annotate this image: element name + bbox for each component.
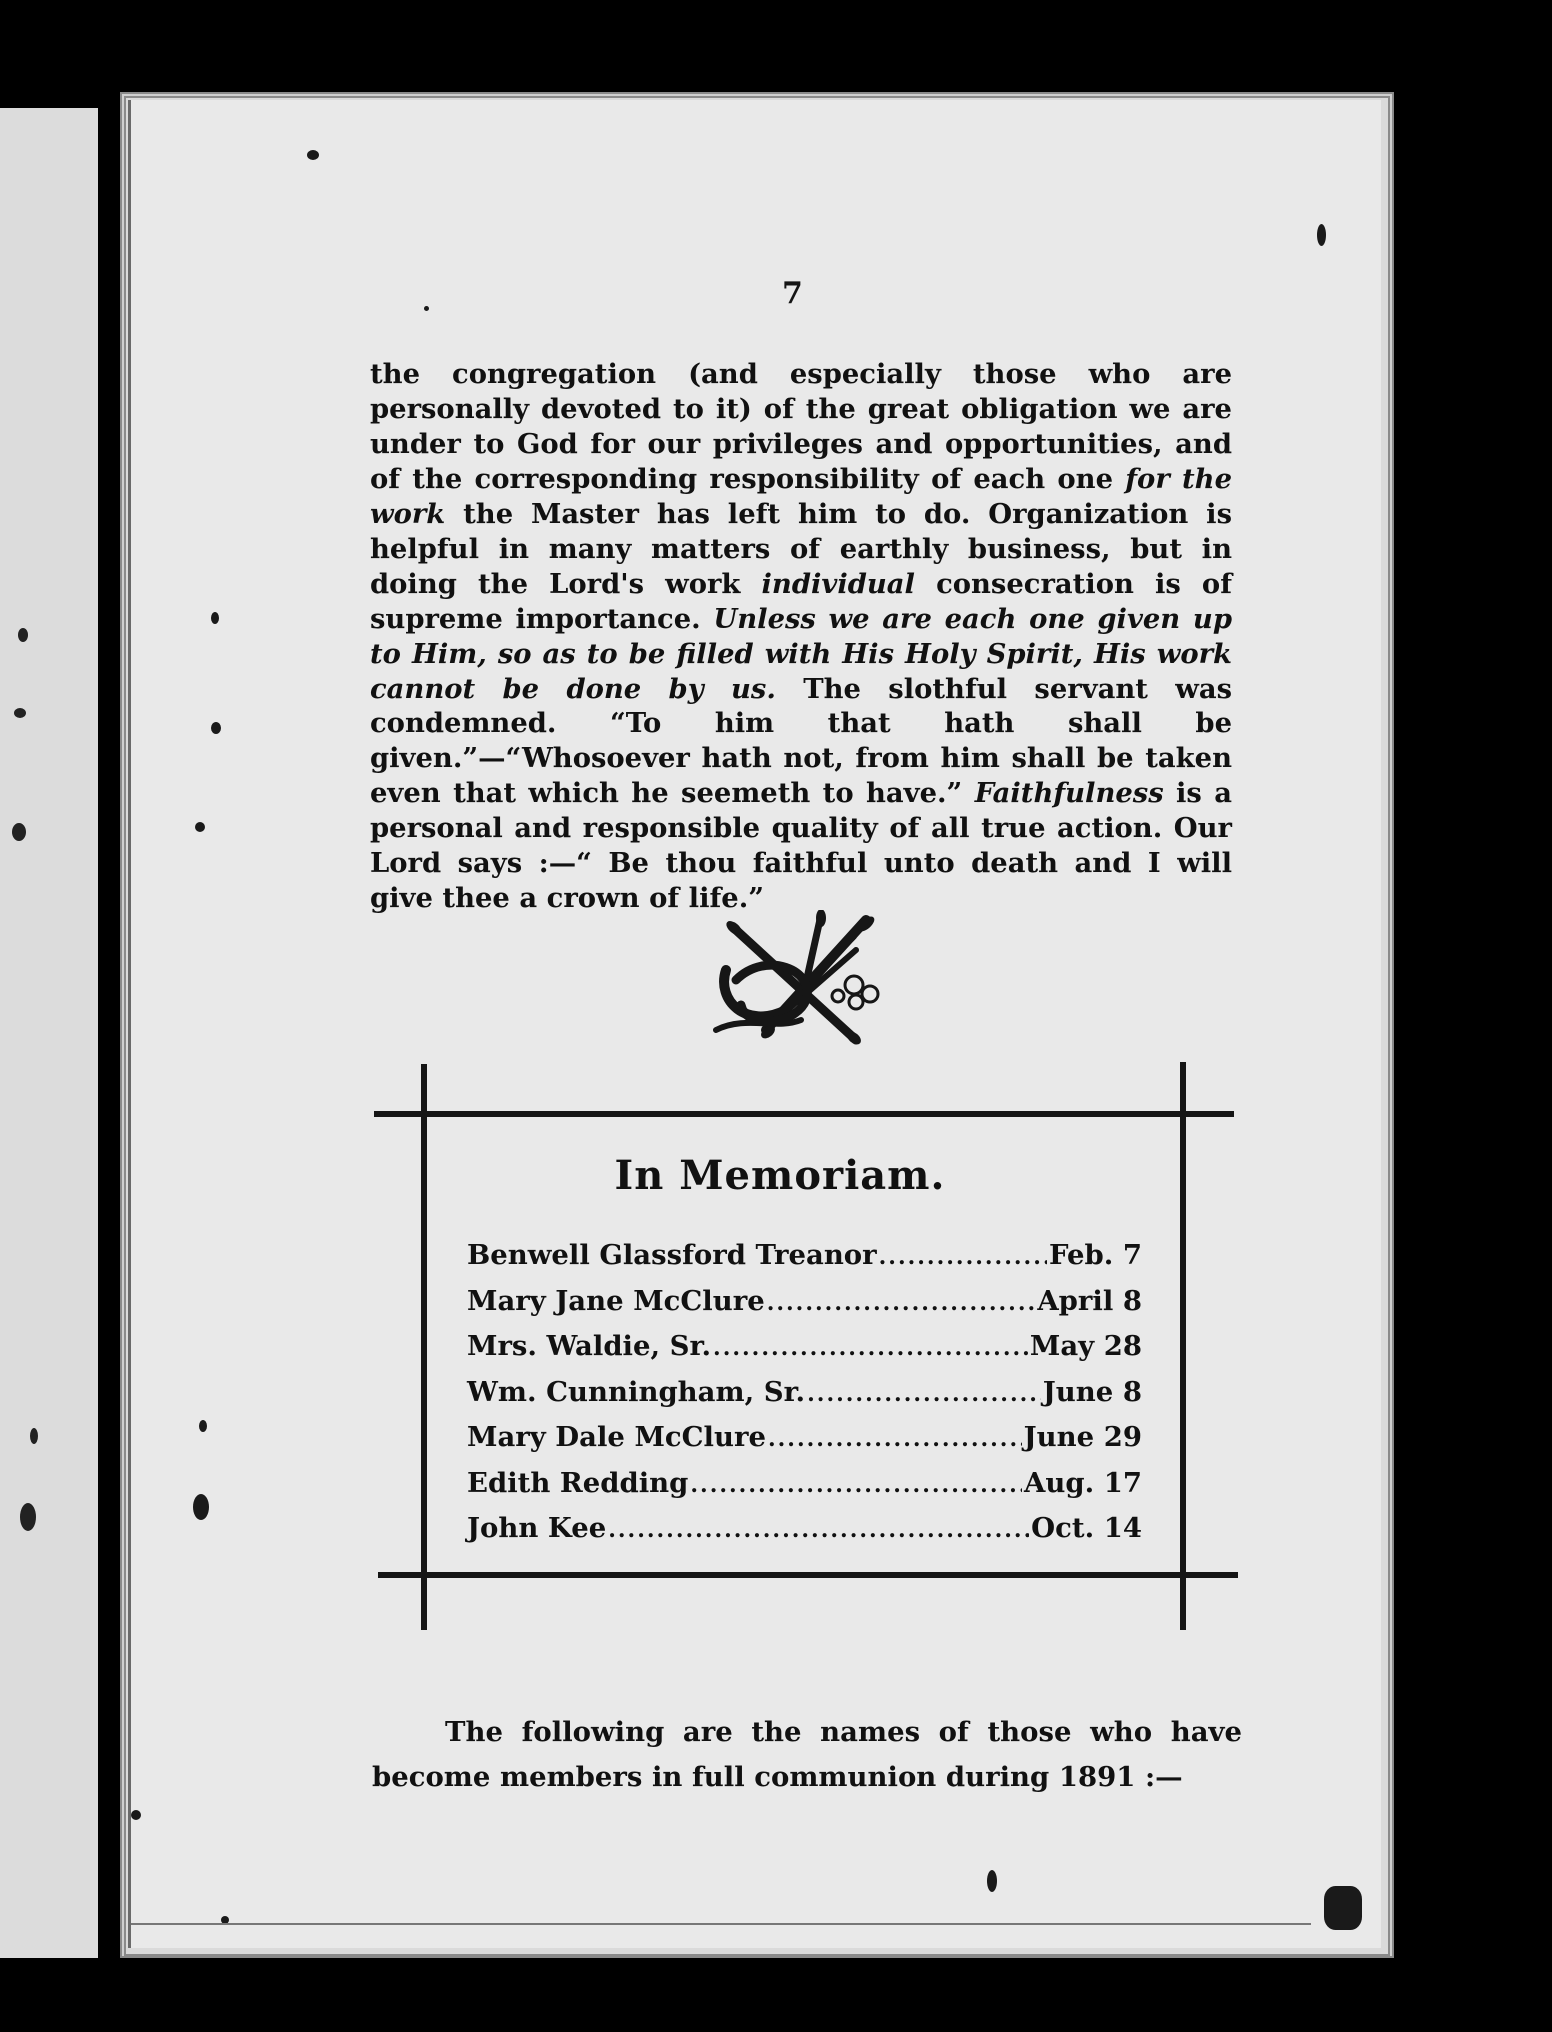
list-item bbox=[467, 1507, 1142, 1553]
dot-leader bbox=[768, 1418, 1022, 1462]
emphasis-text: individual bbox=[761, 567, 915, 600]
memorial-name: Mary Dale McClure bbox=[467, 1421, 766, 1453]
dot-leader bbox=[713, 1327, 1028, 1371]
body-paragraph: the congregation (and especially those who are personally devoted to it) of the great obligation we are under to God for our privileges and opportunities, and of the corresponding responsibility of each one for the work the Master has left him to do. Organization is helpful in many matters of earthly business, but in doing the Lord's work individual consecration is of supreme importance. Unless we are each one given up to Him, so as to be filled with His Holy Spirit, His work cannot be done by us. The slothful servant was condemned. “To him that hath shall be given.”—“Whosoever hath not, from him shall be taken even that which he seemeth to have.” Faithfulness is a personal and responsible quality of all true action. Our Lord says :—“ Be thou faithful unto death and I will give thee a crown of life.” bbox=[370, 358, 1232, 914]
list-item bbox=[467, 1234, 1142, 1280]
emphasis-text: for the work bbox=[370, 463, 1232, 531]
dot-leader bbox=[807, 1373, 1041, 1417]
frame-top-rule bbox=[374, 1111, 1234, 1117]
memorial-name: Benwell Glassford Treanor bbox=[467, 1239, 877, 1271]
frame-right-post bbox=[1180, 1062, 1186, 1630]
list-item bbox=[467, 1416, 1142, 1462]
memorial-date: Oct. 14 bbox=[1031, 1512, 1142, 1544]
closing-paragraph: The following are the names of those who have become members in full communion during 1891 :— bbox=[372, 1715, 1242, 1793]
memorial-name: Wm. Cunningham, Sr. bbox=[467, 1375, 806, 1408]
memorial-name: Mary Jane McClure bbox=[467, 1284, 765, 1317]
list-item bbox=[467, 1462, 1142, 1508]
memorial-name: Edith Redding bbox=[467, 1466, 689, 1499]
memorial-date: Aug. 17 bbox=[1024, 1466, 1142, 1499]
wheat-ornament-icon bbox=[706, 910, 896, 1060]
memorial-date: May 28 bbox=[1029, 1330, 1142, 1362]
emphasis-text: Unless we are each one given up to Him, so as to be filled with His Holy Spirit, His work cannot be done by us. bbox=[370, 602, 1232, 705]
dot-leader bbox=[879, 1236, 1047, 1280]
dot-leader bbox=[608, 1509, 1029, 1553]
dot-leader bbox=[690, 1464, 1022, 1508]
frame-bottom-rule bbox=[378, 1572, 1238, 1578]
list-item bbox=[467, 1325, 1142, 1371]
page-number: 7 bbox=[782, 276, 803, 311]
memorial-date: Feb. 7 bbox=[1048, 1239, 1142, 1271]
memorial-name: Mrs. Waldie, Sr. bbox=[467, 1330, 712, 1362]
memorial-date: June 29 bbox=[1023, 1421, 1142, 1453]
emphasis-text: Faithfulness bbox=[974, 777, 1164, 810]
memoriam-title: In Memoriam. bbox=[614, 1152, 946, 1199]
dot-leader bbox=[767, 1282, 1036, 1326]
list-item bbox=[467, 1280, 1142, 1326]
list-item bbox=[467, 1371, 1142, 1417]
frame-left-post bbox=[421, 1064, 427, 1630]
memorial-date: June 8 bbox=[1042, 1375, 1142, 1408]
memorial-name: John Kee bbox=[467, 1512, 607, 1544]
adjacent-page-strip bbox=[0, 108, 98, 1958]
memoriam-list bbox=[467, 1234, 1142, 1553]
memorial-date: April 8 bbox=[1037, 1284, 1142, 1317]
